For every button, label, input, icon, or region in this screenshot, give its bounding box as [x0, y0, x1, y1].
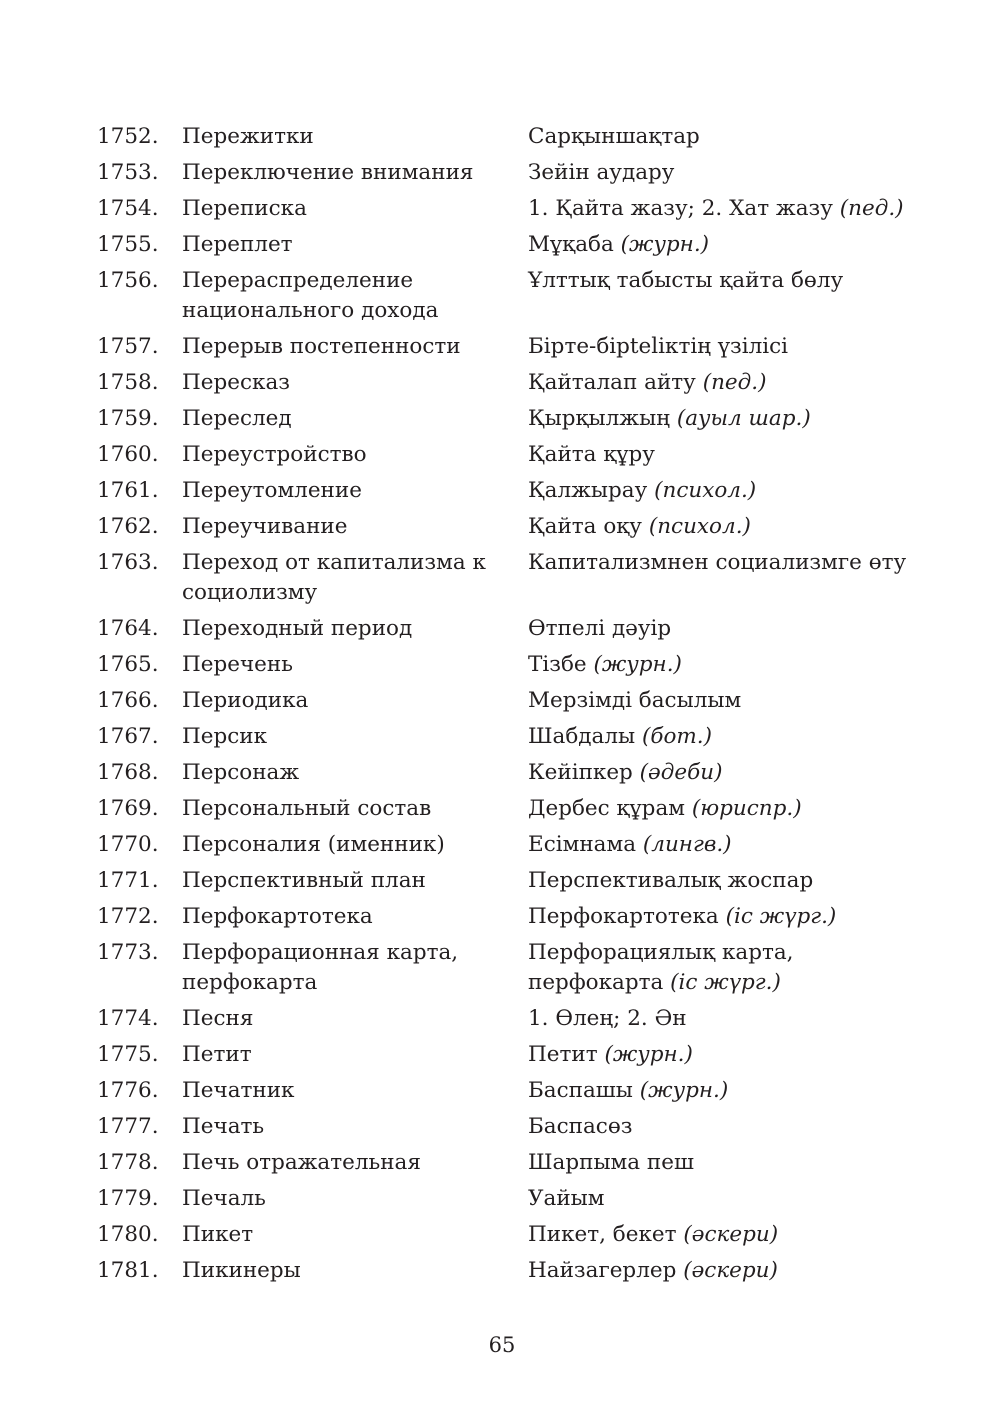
russian-term: Пикет: [182, 1222, 254, 1247]
entry-1758: [0, 368, 1004, 398]
russian-term: Перфокартотека: [182, 904, 373, 929]
entry-number: 1770.: [97, 832, 159, 857]
domain-tag: (журн.): [593, 652, 682, 677]
domain-tag: (пед.): [702, 370, 767, 395]
russian-term: Персоналия (именник): [182, 832, 445, 857]
kazakh-term: [528, 1040, 928, 1070]
entry-number: 1778.: [97, 1150, 159, 1175]
entry-number: 1757.: [97, 334, 159, 359]
russian-term: Персик: [182, 724, 268, 749]
russian-term: Песня: [182, 1006, 254, 1031]
entry-number: 1766.: [97, 688, 159, 713]
kazakh-term: [528, 686, 928, 716]
entry-1779: [0, 1184, 1004, 1214]
entry-number: 1776.: [97, 1078, 159, 1103]
kazakh-term: [528, 194, 928, 224]
entry-1752: [0, 122, 1004, 152]
entry-1776: [0, 1076, 1004, 1106]
kazakh-text: Найзагерлер: [528, 1258, 677, 1283]
domain-tag: (іс жүрг.): [725, 904, 837, 929]
entry-1767: [0, 722, 1004, 752]
domain-tag: (әдеби): [639, 760, 723, 785]
entry-1777: [0, 1112, 1004, 1142]
kazakh-term: [528, 512, 928, 542]
kazakh-text: Баспасөз: [528, 1114, 633, 1139]
kazakh-text: Перфокартотека: [528, 904, 719, 929]
kazakh-text: 1. Қайта жазу; 2. Хат жазу: [528, 196, 833, 221]
entry-number: 1775.: [97, 1042, 159, 1067]
russian-term: Переутомление: [182, 478, 362, 503]
entry-number: 1769.: [97, 796, 159, 821]
domain-tag: (психол.): [648, 514, 751, 539]
kazakh-text: Дербес құрам: [528, 796, 685, 821]
russian-term: Переход от капитализма к социолизму: [182, 550, 486, 605]
russian-term: Печь отражательная: [182, 1150, 421, 1175]
entry-1756: [0, 266, 1004, 326]
russian-term: Переплет: [182, 232, 293, 257]
kazakh-term: [528, 938, 928, 998]
kazakh-text: Қайта оқу: [528, 514, 642, 539]
domain-tag: (әскери): [683, 1222, 779, 1247]
russian-term: Переписка: [182, 196, 307, 221]
kazakh-text: Мұқаба: [528, 232, 614, 257]
kazakh-term: [528, 266, 928, 296]
entry-number: 1774.: [97, 1006, 159, 1031]
kazakh-term: [528, 758, 928, 788]
kazakh-term: [528, 1184, 928, 1214]
entry-1766: [0, 686, 1004, 716]
russian-term: Переустройство: [182, 442, 367, 467]
kazakh-term: [528, 830, 928, 860]
kazakh-term: [528, 794, 928, 824]
kazakh-term: [528, 368, 928, 398]
kazakh-term: [528, 1076, 928, 1106]
kazakh-text: Пикет, бекет: [528, 1222, 677, 1247]
kazakh-text: Мерзімді басылым: [528, 688, 742, 713]
entry-1765: [0, 650, 1004, 680]
kazakh-term: [528, 404, 928, 434]
kazakh-text: Қырқылжың: [528, 406, 670, 431]
kazakh-text: Кейіпкер: [528, 760, 633, 785]
entry-number: 1756.: [97, 268, 159, 293]
domain-tag: (психол.): [654, 478, 757, 503]
entry-number: 1780.: [97, 1222, 159, 1247]
russian-term: Пережитки: [182, 124, 314, 149]
domain-tag: (лингв.): [642, 832, 732, 857]
kazakh-text: Шабдалы: [528, 724, 636, 749]
entry-number: 1762.: [97, 514, 159, 539]
kazakh-term: [528, 866, 928, 896]
kazakh-text: Қалжырау: [528, 478, 648, 503]
entry-1761: [0, 476, 1004, 506]
domain-tag: (ауыл шар.): [676, 406, 811, 431]
russian-term: Печать: [182, 1114, 265, 1139]
russian-term: Пересказ: [182, 370, 290, 395]
kazakh-text: Өтпелі дәуір: [528, 616, 672, 641]
kazakh-text: Капитализмнен социализмге өту: [528, 550, 907, 575]
kazakh-text: Бірте-бірteliктің үзілісі: [528, 334, 789, 359]
kazakh-term: [528, 122, 928, 152]
russian-term: Перераспределение национального дохода: [182, 268, 439, 323]
kazakh-text: Тізбе: [528, 652, 587, 677]
entry-number: 1765.: [97, 652, 159, 677]
entry-1772: [0, 902, 1004, 932]
entry-1760: [0, 440, 1004, 470]
entry-1775: [0, 1040, 1004, 1070]
entry-number: 1752.: [97, 124, 159, 149]
entry-1773: [0, 938, 1004, 998]
entry-number: 1758.: [97, 370, 159, 395]
russian-term: Перфорационная карта, перфокарта: [182, 940, 459, 995]
entry-number: 1760.: [97, 442, 159, 467]
domain-tag: (әскери): [683, 1258, 778, 1283]
kazakh-term: [528, 1112, 928, 1142]
domain-tag: (юриспр.): [691, 796, 802, 821]
russian-term: Переключение внимания: [182, 160, 474, 185]
entry-number: 1773.: [97, 940, 159, 965]
dictionary-entries: [0, 122, 1004, 1292]
entry-1769: [0, 794, 1004, 824]
domain-tag: (іс жүрг.): [670, 970, 781, 995]
russian-term: Печаль: [182, 1186, 266, 1211]
kazakh-term: [528, 476, 928, 506]
kazakh-text: 1. Өлең; 2. Ән: [528, 1006, 687, 1031]
kazakh-term: [528, 158, 928, 188]
domain-tag: (бот.): [641, 724, 713, 749]
entry-1754: [0, 194, 1004, 224]
entry-1755: [0, 230, 1004, 260]
entry-number: 1777.: [97, 1114, 159, 1139]
entry-number: 1763.: [97, 550, 159, 575]
kazakh-term: [528, 548, 928, 578]
entry-1770: [0, 830, 1004, 860]
russian-term: Переслед: [182, 406, 292, 431]
entry-number: 1759.: [97, 406, 159, 431]
entry-1774: [0, 1004, 1004, 1034]
entry-1759: [0, 404, 1004, 434]
entry-number: 1754.: [97, 196, 159, 221]
entry-number: 1779.: [97, 1186, 159, 1211]
kazakh-term: [528, 440, 928, 470]
domain-tag: (пед.): [839, 196, 904, 221]
entry-1778: [0, 1148, 1004, 1178]
entry-1768: [0, 758, 1004, 788]
kazakh-term: [528, 902, 928, 932]
kazakh-term: [528, 1256, 928, 1286]
entry-1763: [0, 548, 1004, 608]
russian-term: Перерыв постепенности: [182, 334, 461, 359]
kazakh-term: [528, 1004, 928, 1034]
entry-1780: [0, 1220, 1004, 1250]
entry-1753: [0, 158, 1004, 188]
russian-term: Перспективный план: [182, 868, 426, 893]
kazakh-text: Қайта құру: [528, 442, 655, 467]
russian-term: Персонаж: [182, 760, 300, 785]
page-number: 65: [488, 1333, 516, 1357]
kazakh-text: Перфорациялық карта, перфокарта: [528, 940, 794, 995]
kazakh-text: Петит: [528, 1042, 598, 1067]
entry-number: 1768.: [97, 760, 159, 785]
kazakh-term: [528, 650, 928, 680]
domain-tag: (журн.): [604, 1042, 693, 1067]
russian-term: Печатник: [182, 1078, 295, 1103]
domain-tag: (журн.): [620, 232, 710, 257]
russian-term: Перечень: [182, 652, 293, 677]
kazakh-term: [528, 614, 928, 644]
entry-number: 1761.: [97, 478, 159, 503]
entry-number: 1767.: [97, 724, 159, 749]
russian-term: Периодика: [182, 688, 309, 713]
russian-term: Персональный состав: [182, 796, 432, 821]
kazakh-text: Баспашы: [528, 1078, 633, 1103]
domain-tag: (журн.): [639, 1078, 729, 1103]
russian-term: Переходный период: [182, 616, 413, 641]
entry-number: 1764.: [97, 616, 159, 641]
entry-1762: [0, 512, 1004, 542]
kazakh-text: Шарпыма пеш: [528, 1150, 694, 1175]
kazakh-text: Есімнама: [528, 832, 637, 857]
kazakh-text: Ұлттық табысты қайта бөлу: [528, 268, 844, 293]
russian-term: Петит: [182, 1042, 252, 1067]
russian-term: Пикинеры: [182, 1258, 301, 1283]
entry-1757: [0, 332, 1004, 362]
kazakh-term: [528, 230, 928, 260]
kazakh-text: Сарқыншақтар: [528, 124, 700, 149]
kazakh-term: [528, 722, 928, 752]
entry-number: 1753.: [97, 160, 159, 185]
kazakh-text: Қайталап айту: [528, 370, 696, 395]
entry-1781: [0, 1256, 1004, 1286]
entry-1764: [0, 614, 1004, 644]
kazakh-text: Перспективалық жоспар: [528, 868, 814, 893]
entry-number: 1781.: [97, 1258, 159, 1283]
kazakh-term: [528, 1148, 928, 1178]
entry-number: 1772.: [97, 904, 159, 929]
kazakh-term: [528, 332, 928, 362]
entry-number: 1771.: [97, 868, 159, 893]
entry-1771: [0, 866, 1004, 896]
entry-number: 1755.: [97, 232, 159, 257]
kazakh-text: Уайым: [528, 1186, 605, 1211]
kazakh-term: [528, 1220, 928, 1250]
russian-term: Переучивание: [182, 514, 348, 539]
kazakh-text: Зейін аудару: [528, 160, 675, 185]
